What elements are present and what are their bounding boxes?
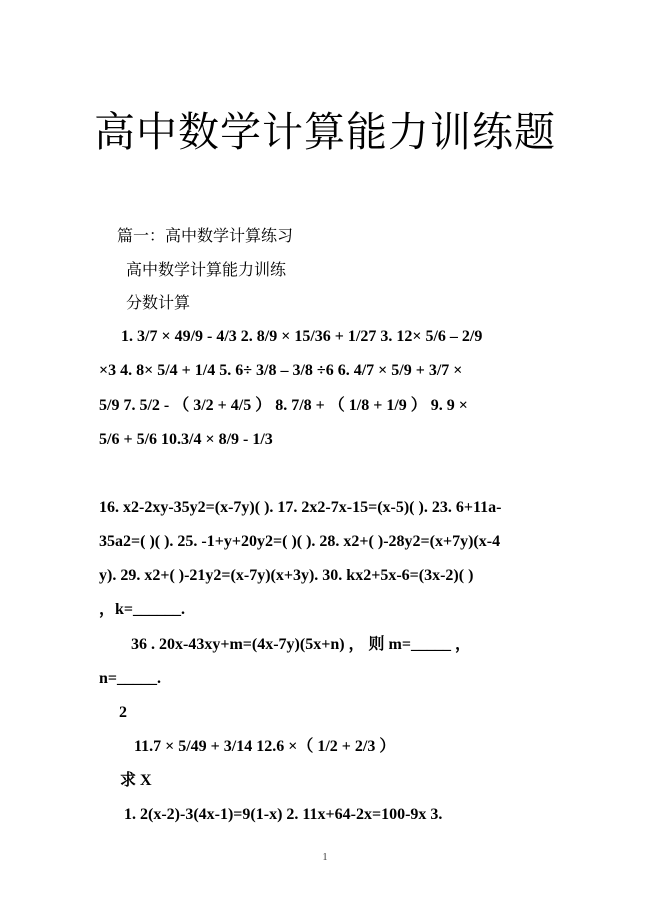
text-line: n=_____. (99, 670, 162, 687)
section-heading: 篇一：高中数学计算练习 (117, 226, 294, 245)
text-line: 16. x2-2xy-35y2=(x-7y)( ). 17. 2x2-7x-15=(x-5)( ). 23. 6+11a- (99, 499, 502, 516)
text-line: ，k=______. (99, 601, 186, 618)
page-number: 1 (322, 852, 328, 863)
text-line: 1. 3/7 × 49/9 - 4/3 2. 8/9 × 15/36 + 1/27 3. 12× 5/6 – 2/9 (121, 328, 483, 345)
text-line: 35a2=( )( ). 25. -1+y+20y2=( )( ). 28. x2+( )-28y2=(x+7y)(x-4 (99, 533, 501, 550)
text-line: y). 29. x2+( )-21y2=(x-7y)(x+3y). 30. kx2+5x-6=(3x-2)( ) (99, 567, 474, 584)
text-line: 5/9 7. 5/2 - （ 3/2 + 4/5 ） 8. 7/8 + （ 1/8 + 1/9 ） 9. 9 × (99, 397, 468, 414)
text-line: 1. 2(x-2)-3(4x-1)=9(1-x) 2. 11x+64-2x=100-9x 3. (124, 806, 443, 823)
text-line: 5/6 + 5/6 10.3/4 × 8/9 - 1/3 (99, 431, 273, 448)
text-line: 2 (119, 704, 127, 721)
subtitle: 高中数学计算能力训练 (126, 260, 287, 279)
text-line: 11.7 × 5/49 + 3/14 12.6 ×（ 1/2 + 2/3 ） (134, 738, 396, 755)
text-line: ×3 4. 8× 5/4 + 1/4 5. 6÷ 3/8 – 3/8 ÷6 6. 4/7 × 5/9 + 3/7 × (99, 362, 463, 379)
fraction-heading: 分数计算 (126, 293, 191, 312)
document-title: 高中数学计算能力训练题 (94, 108, 556, 156)
text-line: 36 . 20x-43xy+m=(4x-7y)(5x+n) ， 则 m=_____ ， (131, 636, 471, 653)
text-line: 求 X (120, 772, 152, 789)
